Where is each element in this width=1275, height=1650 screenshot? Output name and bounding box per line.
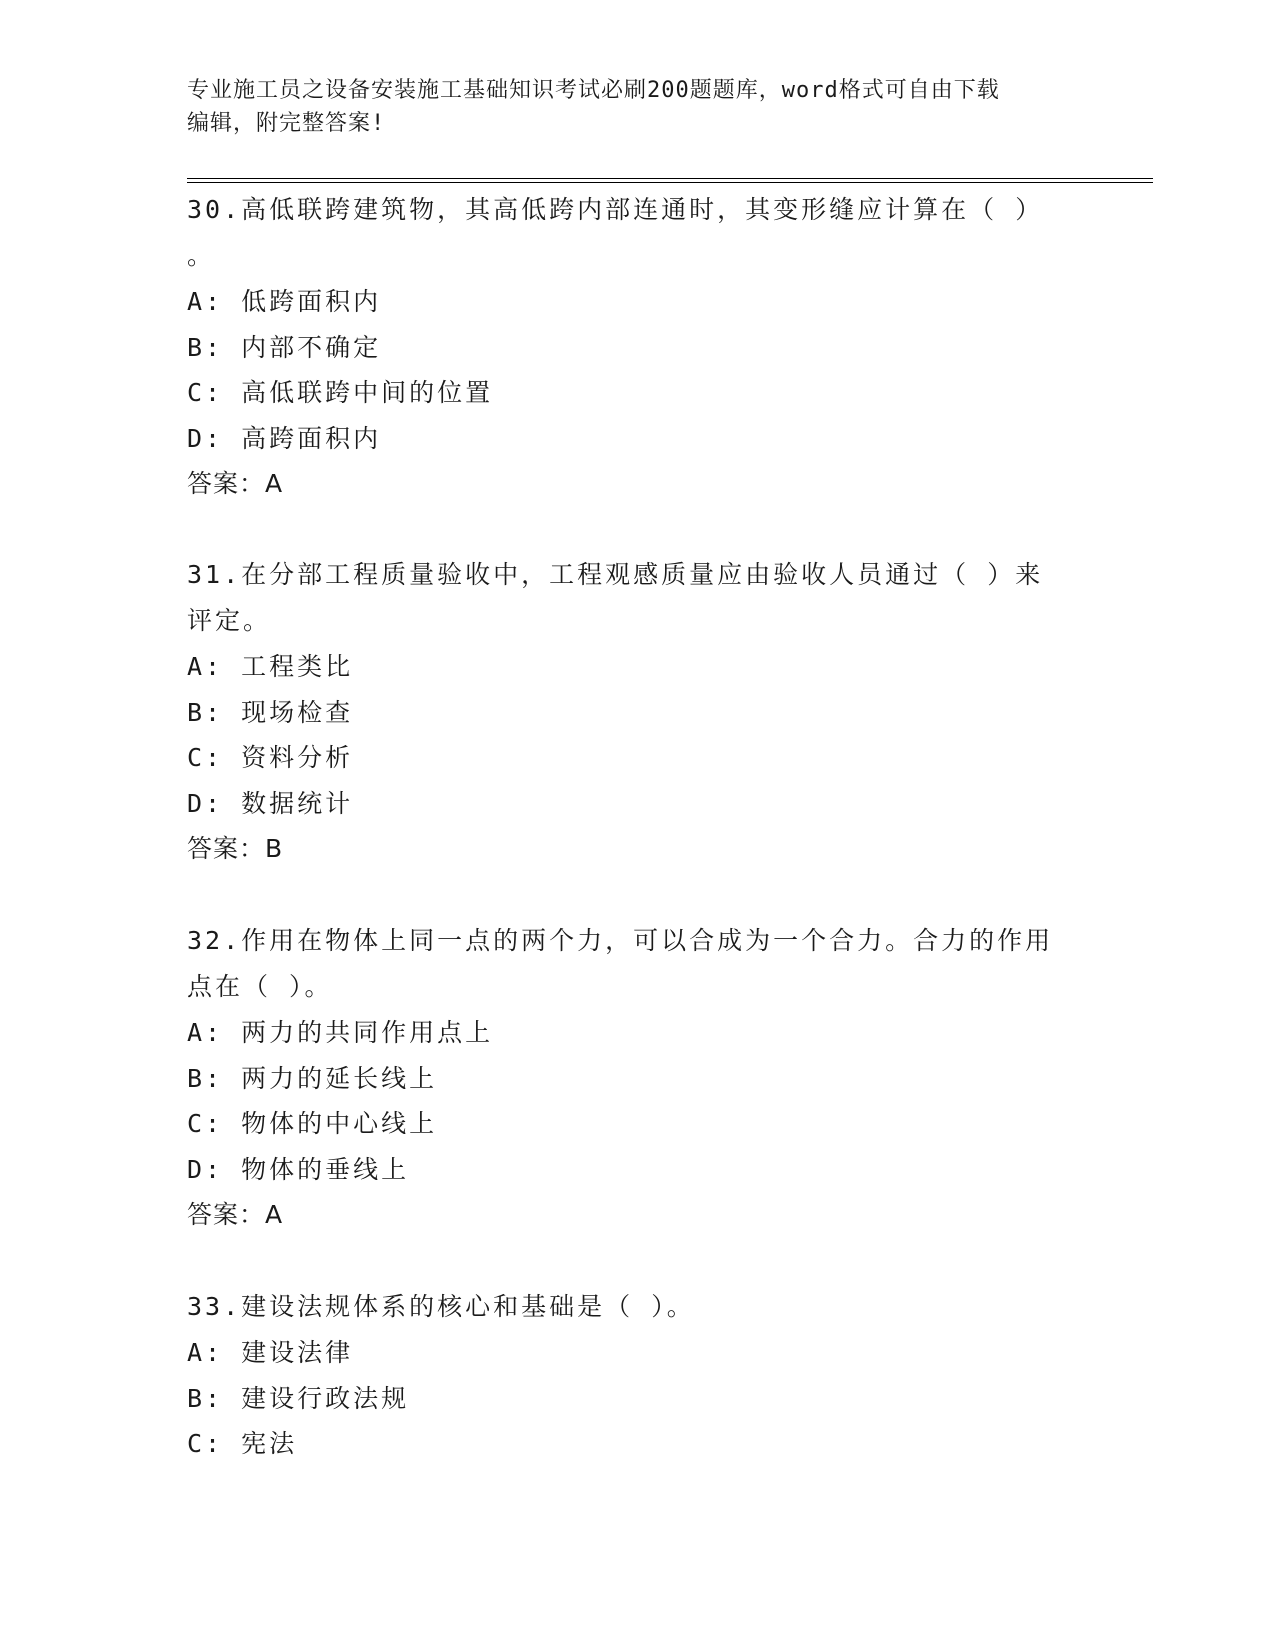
answer: 答案：A [187,469,284,498]
header-divider-top [187,178,1153,179]
option-c: C: 物体的中心线上 [187,1109,438,1138]
answer: 答案：A [187,1200,284,1229]
option-d: D: 物体的垂线上 [187,1154,410,1184]
header-line-1: 专业施工员之设备安装施工基础知识考试必刷200题题库，word格式可自由下载 [187,78,1000,103]
question-stem: 30.高低联跨建筑物，其高低跨内部连通时，其变形缝应计算在（ ） [187,195,1044,224]
question-stem-continued: 。 [187,241,216,270]
option-d: D: 高跨面积内 [187,423,382,453]
question-30 [187,187,1067,507]
question-31 [187,552,1067,872]
question-33 [187,1284,1067,1467]
question-stem: 31.在分部工程质量验收中，工程观感质量应由验收人员通过（ ）来 [187,560,1044,589]
option-c: C: 资料分析 [187,743,354,772]
option-b: B: 建设行政法规 [187,1383,410,1413]
option-b: B: 现场检查 [187,697,354,727]
document-header [187,74,1087,140]
option-d: D: 数据统计 [187,788,354,818]
option-c: C: 宪法 [187,1429,298,1458]
option-b: B: 两力的延长线上 [187,1063,438,1093]
question-stem-continued: 评定。 [187,606,272,635]
option-a: A: 两力的共同作用点上 [187,1018,494,1047]
header-line-2: 编辑，附完整答案! [187,111,386,136]
question-stem: 32.作用在物体上同一点的两个力，可以合成为一个合力。合力的作用 [187,926,1054,955]
option-b: B: 内部不确定 [187,332,382,362]
question-stem: 33.建设法规体系的核心和基础是（ ）。 [187,1292,695,1321]
question-stem-continued: 点在（ ）。 [187,972,333,1001]
option-a: A: 工程类比 [187,652,354,681]
option-a: A: 低跨面积内 [187,287,382,316]
option-a: A: 建设法律 [187,1338,354,1367]
question-32 [187,918,1067,1238]
option-c: C: 高低联跨中间的位置 [187,378,494,407]
answer: 答案：B [187,834,284,863]
header-divider-bottom [187,182,1153,183]
